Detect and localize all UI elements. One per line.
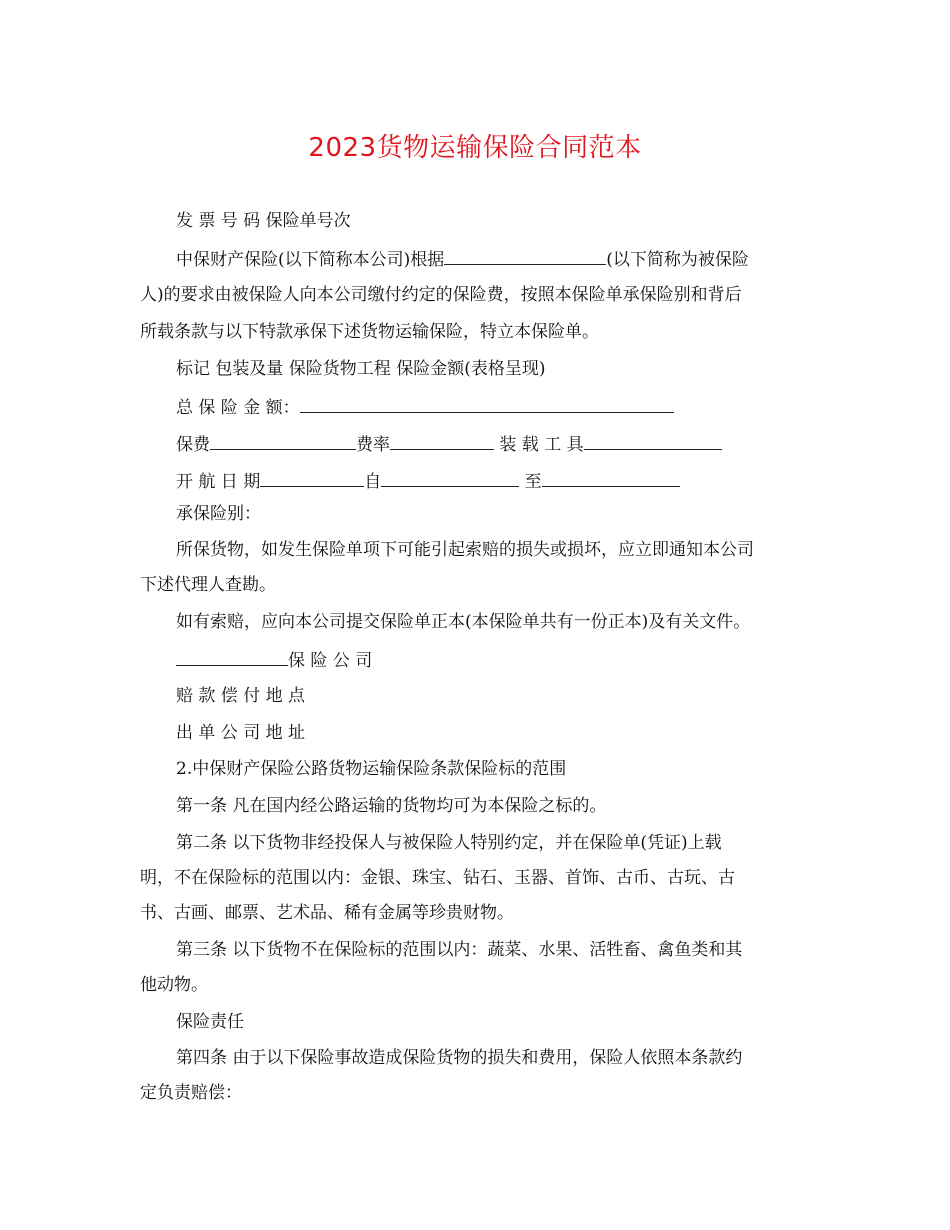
paragraph-line xyxy=(140,283,820,307)
total-amount-label: 总 保 险 金 额： xyxy=(176,398,300,418)
rate-label: 费率 xyxy=(356,435,390,455)
article-line xyxy=(140,1046,856,1070)
article-line xyxy=(140,794,856,818)
text-run: 书、古画、邮票、艺术品、稀有金属等珍贵财物。 xyxy=(140,903,514,923)
article-line xyxy=(140,938,856,962)
from-blank xyxy=(381,468,519,487)
paragraph-line xyxy=(140,246,856,272)
paragraph-line xyxy=(140,573,820,597)
insured-name-blank xyxy=(444,246,606,265)
text-run: 第三条 以下货物不在保险标的范围以内：蔬菜、水果、活牲畜、禽鱼类和其 xyxy=(176,940,743,960)
issuer-address-line xyxy=(140,721,856,745)
paragraph-line xyxy=(140,320,820,344)
text-run: 下述代理人查勘。 xyxy=(140,575,276,595)
text-run: 2.中保财产保险公路货物运输保险条款保险标的范围 xyxy=(176,759,567,779)
rate-blank xyxy=(390,431,494,450)
article-line xyxy=(140,831,856,855)
text-run: 所载条款与以下特款承保下述货物运输保险，特立本保险单。 xyxy=(140,322,599,342)
text-run: 如有索赔，应向本公司提交保险单正本(本保险单共有一份正本)及有关文件。 xyxy=(176,612,751,632)
premium-label: 保费 xyxy=(176,435,210,455)
insurer-label: 保 险 公 司 xyxy=(288,651,373,671)
text-run: 人)的要求由被保险人向本公司缴付约定的保险费，按照本保险单承保险别和背后 xyxy=(140,285,742,305)
coverage-line xyxy=(140,502,856,526)
paragraph-line xyxy=(140,973,820,997)
premium-line xyxy=(140,431,856,457)
text-run: 第四条 由于以下保险事故造成保险货物的损失和费用，保险人依照本条款约 xyxy=(176,1048,743,1068)
text-run: 定负责赔偿： xyxy=(140,1083,242,1103)
text-run: 第一条 凡在国内经公路运输的货物均可为本保险之标的。 xyxy=(176,796,607,816)
insurer-line xyxy=(140,647,856,673)
paragraph-line xyxy=(140,538,856,562)
invoice-label: 发 票 号 码 保险单号次 xyxy=(176,211,351,231)
issuer-address-label: 出 单 公 司 地 址 xyxy=(176,723,306,743)
invoice-line xyxy=(140,209,856,233)
total-amount-blank xyxy=(300,394,674,413)
document-title: 2023货物运输保险合同范本 xyxy=(308,133,642,163)
coverage-label: 承保险别： xyxy=(176,504,261,524)
insurer-blank xyxy=(176,647,288,666)
text-run: 所保货物，如发生保险单项下可能引起索赔的损失或损坏，应立即通知本公司 xyxy=(176,540,754,560)
paragraph-line xyxy=(140,610,856,634)
to-label: 至 xyxy=(524,472,542,492)
vehicle-label: 装 载 工 具 xyxy=(499,435,584,455)
text-run: 中保财产保险(以下简称本公司)根据 xyxy=(176,250,445,270)
text-run: 标记 包装及量 保险货物工程 保险金额(表格呈现) xyxy=(176,359,546,379)
text-run: 第二条 以下货物非经投保人与被保险人特别约定，并在保险单(凭证)上载 xyxy=(176,833,722,853)
paragraph-line xyxy=(140,866,820,890)
section-heading xyxy=(140,1010,856,1034)
vehicle-blank xyxy=(584,431,722,450)
sailing-date-blank xyxy=(260,468,364,487)
to-blank xyxy=(542,468,680,487)
claim-place-line xyxy=(140,684,856,708)
premium-blank xyxy=(210,431,356,450)
paragraph-line xyxy=(140,1081,820,1105)
text-run: 保险责任 xyxy=(176,1012,244,1032)
text-run: (以下简称为被保险 xyxy=(606,250,749,270)
sailing-date-line xyxy=(140,468,856,494)
total-amount-line xyxy=(140,394,856,420)
text-run: 他动物。 xyxy=(140,975,208,995)
text-run: 明，不在保险标的范围以内：金银、珠宝、钻石、玉器、首饰、古币、古玩、古 xyxy=(140,868,735,888)
table-header-line xyxy=(140,357,856,381)
section-heading xyxy=(140,757,856,781)
paragraph-line xyxy=(140,901,820,925)
claim-place-label: 赔 款 偿 付 地 点 xyxy=(176,686,306,706)
from-label: 自 xyxy=(364,472,382,492)
sailing-date-label: 开 航 日 期 xyxy=(176,472,261,492)
